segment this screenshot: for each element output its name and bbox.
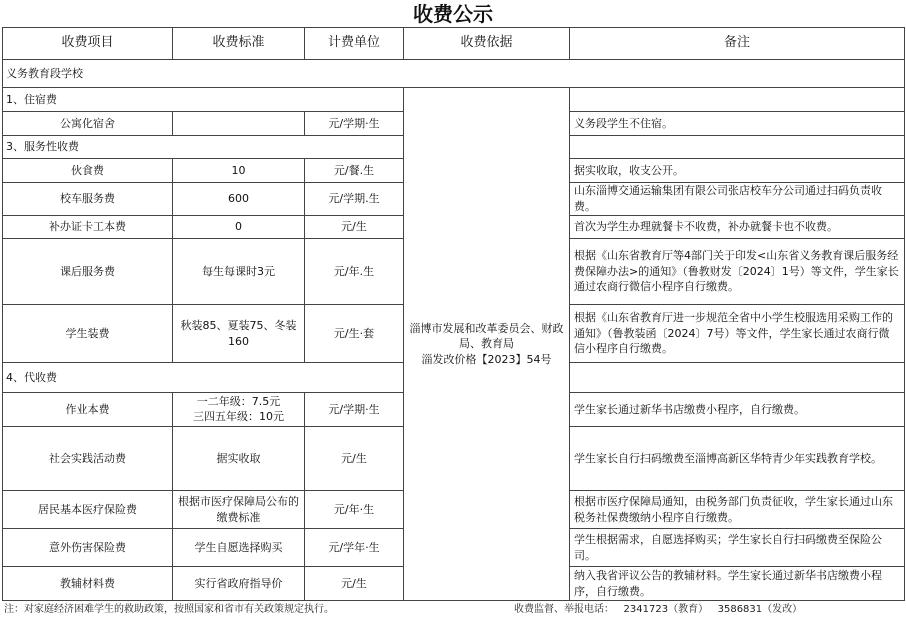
row-remark: 纳入我省评议公告的教辅材料。学生家长通过新华书店缴费小程序，自行缴费。 bbox=[570, 567, 905, 601]
row-name: 课后服务费 bbox=[3, 239, 173, 305]
row-unit: 元/生 bbox=[305, 427, 404, 491]
row-name: 作业本费 bbox=[3, 393, 173, 427]
row-remark: 首次为学生办理就餐卡不收费，补办就餐卡也不收费。 bbox=[570, 216, 905, 239]
section-collect-remark bbox=[570, 363, 905, 393]
section-row-main bbox=[3, 60, 905, 88]
row-name: 教辅材料费 bbox=[3, 567, 173, 601]
row-name: 居民基本医疗保险费 bbox=[3, 491, 173, 529]
header-unit: 计费单位 bbox=[305, 28, 404, 60]
section-main: 义务教育段学校 bbox=[3, 60, 905, 88]
header-row bbox=[3, 28, 905, 60]
row-unit: 元/学年·生 bbox=[305, 529, 404, 567]
header-item: 收费项目 bbox=[3, 28, 173, 60]
row-remark: 学生家长通过新华书店缴费小程序，自行缴费。 bbox=[570, 393, 905, 427]
row-name: 学生装费 bbox=[3, 305, 173, 363]
page-title: 收费公示 bbox=[413, 2, 493, 26]
row-standard: 0 bbox=[173, 216, 305, 239]
row-remark: 根据市医疗保障局通知，由税务部门负责征收，学生家长通过山东税务社保费缴纳小程序自行缴费。 bbox=[570, 491, 905, 529]
section-collect: 4、代收费 bbox=[3, 363, 404, 393]
row-standard bbox=[173, 112, 305, 136]
row-remark: 学生家长自行扫码缴费至淄博高新区华特青少年实践教育学校。 bbox=[570, 427, 905, 491]
row-remark: 义务段学生不住宿。 bbox=[570, 112, 905, 136]
section-row-lodging bbox=[3, 88, 905, 112]
section-lodging: 1、住宿费 bbox=[3, 88, 404, 112]
row-standard: 根据市医疗保障局公布的缴费标准 bbox=[173, 491, 305, 529]
row-remark: 根据《山东省教育厅进一步规范全省中小学生校服选用采购工作的通知》（鲁教装函〔2024〕7号）等文件，学生家长通过农商行微信小程序自行缴费。 bbox=[570, 305, 905, 363]
row-unit: 元/生 bbox=[305, 567, 404, 601]
section-service: 3、服务性收费 bbox=[3, 136, 404, 159]
row-standard: 学生自愿选择购买 bbox=[173, 529, 305, 567]
row-name: 社会实践活动费 bbox=[3, 427, 173, 491]
row-name: 补办证卡工本费 bbox=[3, 216, 173, 239]
row-standard bbox=[173, 393, 305, 427]
header-basis: 收费依据 bbox=[404, 28, 570, 60]
row-unit: 元/年·生 bbox=[305, 491, 404, 529]
fee-basis-cell bbox=[404, 88, 570, 601]
row-standard: 据实收取 bbox=[173, 427, 305, 491]
row-standard-line: 一二年级：7.5元 bbox=[196, 395, 281, 409]
section-service-remark bbox=[570, 136, 905, 159]
fee-table bbox=[2, 27, 905, 601]
row-standard: 秋装85、夏装75、冬装160 bbox=[173, 305, 305, 363]
row-unit: 元/餐.生 bbox=[305, 159, 404, 183]
row-unit: 元/学期.生 bbox=[305, 183, 404, 216]
row-remark: 学生根据需求，自愿选择购买；学生家长自行扫码缴费至保险公司。 bbox=[570, 529, 905, 567]
row-remark: 据实收取，收支公开。 bbox=[570, 159, 905, 183]
fee-basis-text: 淄博市发展和改革委员会、财政局、教育局 淄发改价格【2023】54号 bbox=[409, 321, 564, 366]
header-standard: 收费标准 bbox=[173, 28, 305, 60]
row-name: 校车服务费 bbox=[3, 183, 173, 216]
row-unit: 元/生·套 bbox=[305, 305, 404, 363]
row-name: 伙食费 bbox=[3, 159, 173, 183]
row-remark: 山东淄博交通运输集团有限公司张店校车分公司通过扫码负责收费。 bbox=[570, 183, 905, 216]
row-standard: 每生每课时3元 bbox=[173, 239, 305, 305]
row-name: 意外伤害保险费 bbox=[3, 529, 173, 567]
section-lodging-remark bbox=[570, 88, 905, 112]
row-remark: 根据《山东省教育厅等4部门关于印发<山东省义务教育课后服务经费保障办法>的通知》（鲁教财发〔2024〕1号）等文件，学生家长通过农商行微信小程序自行缴费。 bbox=[570, 239, 905, 305]
footer bbox=[2, 601, 904, 619]
row-standard: 600 bbox=[173, 183, 305, 216]
row-unit: 元/学期·生 bbox=[305, 112, 404, 136]
row-standard-line: 三四五年级：10元 bbox=[193, 409, 284, 423]
row-name: 公寓化宿舍 bbox=[3, 112, 173, 136]
footer-contact: 收费监督、举报电话： 2341723（教育） 3586831（发改） bbox=[514, 604, 803, 615]
row-standard: 10 bbox=[173, 159, 305, 183]
row-unit: 元/生 bbox=[305, 216, 404, 239]
row-unit: 元/年.生 bbox=[305, 239, 404, 305]
footer-note: 注：对家庭经济困难学生的救助政策，按照国家和省市有关政策规定执行。 bbox=[4, 604, 334, 615]
row-unit: 元/学期·生 bbox=[305, 393, 404, 427]
header-remark: 备注 bbox=[570, 28, 905, 60]
row-standard: 实行省政府指导价 bbox=[173, 567, 305, 601]
